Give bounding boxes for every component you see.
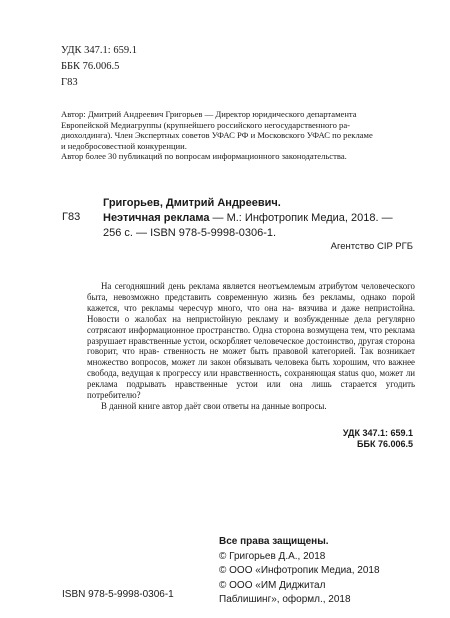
annotation-line: ственность не может быть правовой категорией. Так возникает множество xyxy=(87,346,415,368)
author-note-line: Европейской Медиагруппы (крупнейшего российского негосударственного ра- xyxy=(61,119,350,130)
biblio-imprint: — М.: Инфотропик Медиа, 2018. — xyxy=(209,212,393,224)
copyright-line: © ООО «Инфотропик Медиа, 2018 xyxy=(219,565,380,576)
annotation-line: На сегодняшний день реклама является неотъемлемым атрибутом xyxy=(101,281,358,291)
annotation-line: вопросов, может ли закон обязывать человека быть хорошим, что важнее xyxy=(131,357,415,368)
cip-agency: Агентство CIP РГБ xyxy=(330,241,413,252)
author-note-line: Автор: Дмитрий Андреевич Григорьев — Директор юридического департамента xyxy=(61,109,357,119)
annotation-paragraph: В данной книге автор даёт свои ответы на данные вопросы. xyxy=(101,400,327,411)
copyright-line: © Григорьев Д.А., 2018 xyxy=(219,550,326,562)
biblio-title: Неэтичная реклама xyxy=(103,212,210,224)
copyright-line: Паблишинг», оформл., 2018 xyxy=(219,594,351,605)
isbn-bottom: ISBN 978-5-9998-0306-1 xyxy=(62,589,174,600)
annotation xyxy=(87,281,415,412)
annotation-paragraph xyxy=(87,281,415,401)
annotation-line: человеческого быта, невозможно представить современную жизнь без xyxy=(87,281,415,302)
biblio-extent: 256 с. — ISBN 978-5-9998-0306-1. xyxy=(103,227,277,239)
author-note-line: Автор более 30 публикаций по вопросам информационного законодательства. xyxy=(61,151,347,162)
biblio-author-mark: Г83 xyxy=(62,211,81,223)
bibliographic-record xyxy=(103,196,413,241)
author-note-line: диохолдинга). Член Экспертных советов УФАС РФ и Московского УФАС по рекламе xyxy=(61,130,373,141)
udk-code-right: УДК 347.1: 659.1 xyxy=(342,428,413,438)
udk-code: УДК 347.1: 659.1 xyxy=(61,45,137,56)
copyright-line: © ООО «ИМ Диджитал xyxy=(219,579,326,591)
annotation-line: рекламы, однако порой кажется, что рекламы чересчур много, что она на- xyxy=(87,291,416,313)
annotation-line: Одна сторона возмущена тем, что реклама разрушает нравственные устои, xyxy=(87,324,415,346)
bbk-code: ББК 76.006.5 xyxy=(61,61,120,72)
annotation-line: свобода, ведущая к прогрессу или нравственность, сохраняющая status quo, xyxy=(87,368,377,379)
author-mark: Г83 xyxy=(61,77,78,88)
annotation-line: и возбужденные дела регулярно сотрясают информационное пространство. xyxy=(87,313,415,335)
biblio-author: Григорьев, Дмитрий Андреевич. xyxy=(103,197,281,209)
annotation-line: оскорбляет человеческое достоинство, другая сторона говорит, что нрав- xyxy=(87,335,416,357)
annotation-line: угодить потребителю? xyxy=(87,379,416,401)
annotation-line: может ли реклама подрывать нравственные устои или она лишь старается xyxy=(87,368,416,390)
classification-codes-right xyxy=(343,428,413,450)
classification-codes xyxy=(61,43,137,91)
rights-heading: Все права защищены. xyxy=(219,536,329,547)
copyright-block xyxy=(219,535,419,608)
annotation-line: вязчива и даже непристойна. Новости о жалобах на непристойную рекламу xyxy=(87,302,415,324)
author-note-line: и недобросовестной конкуренции. xyxy=(61,140,187,151)
biblio-title-line xyxy=(103,211,413,226)
author-note xyxy=(61,109,396,162)
bbk-code-right: ББК 76.006.5 xyxy=(357,439,413,449)
